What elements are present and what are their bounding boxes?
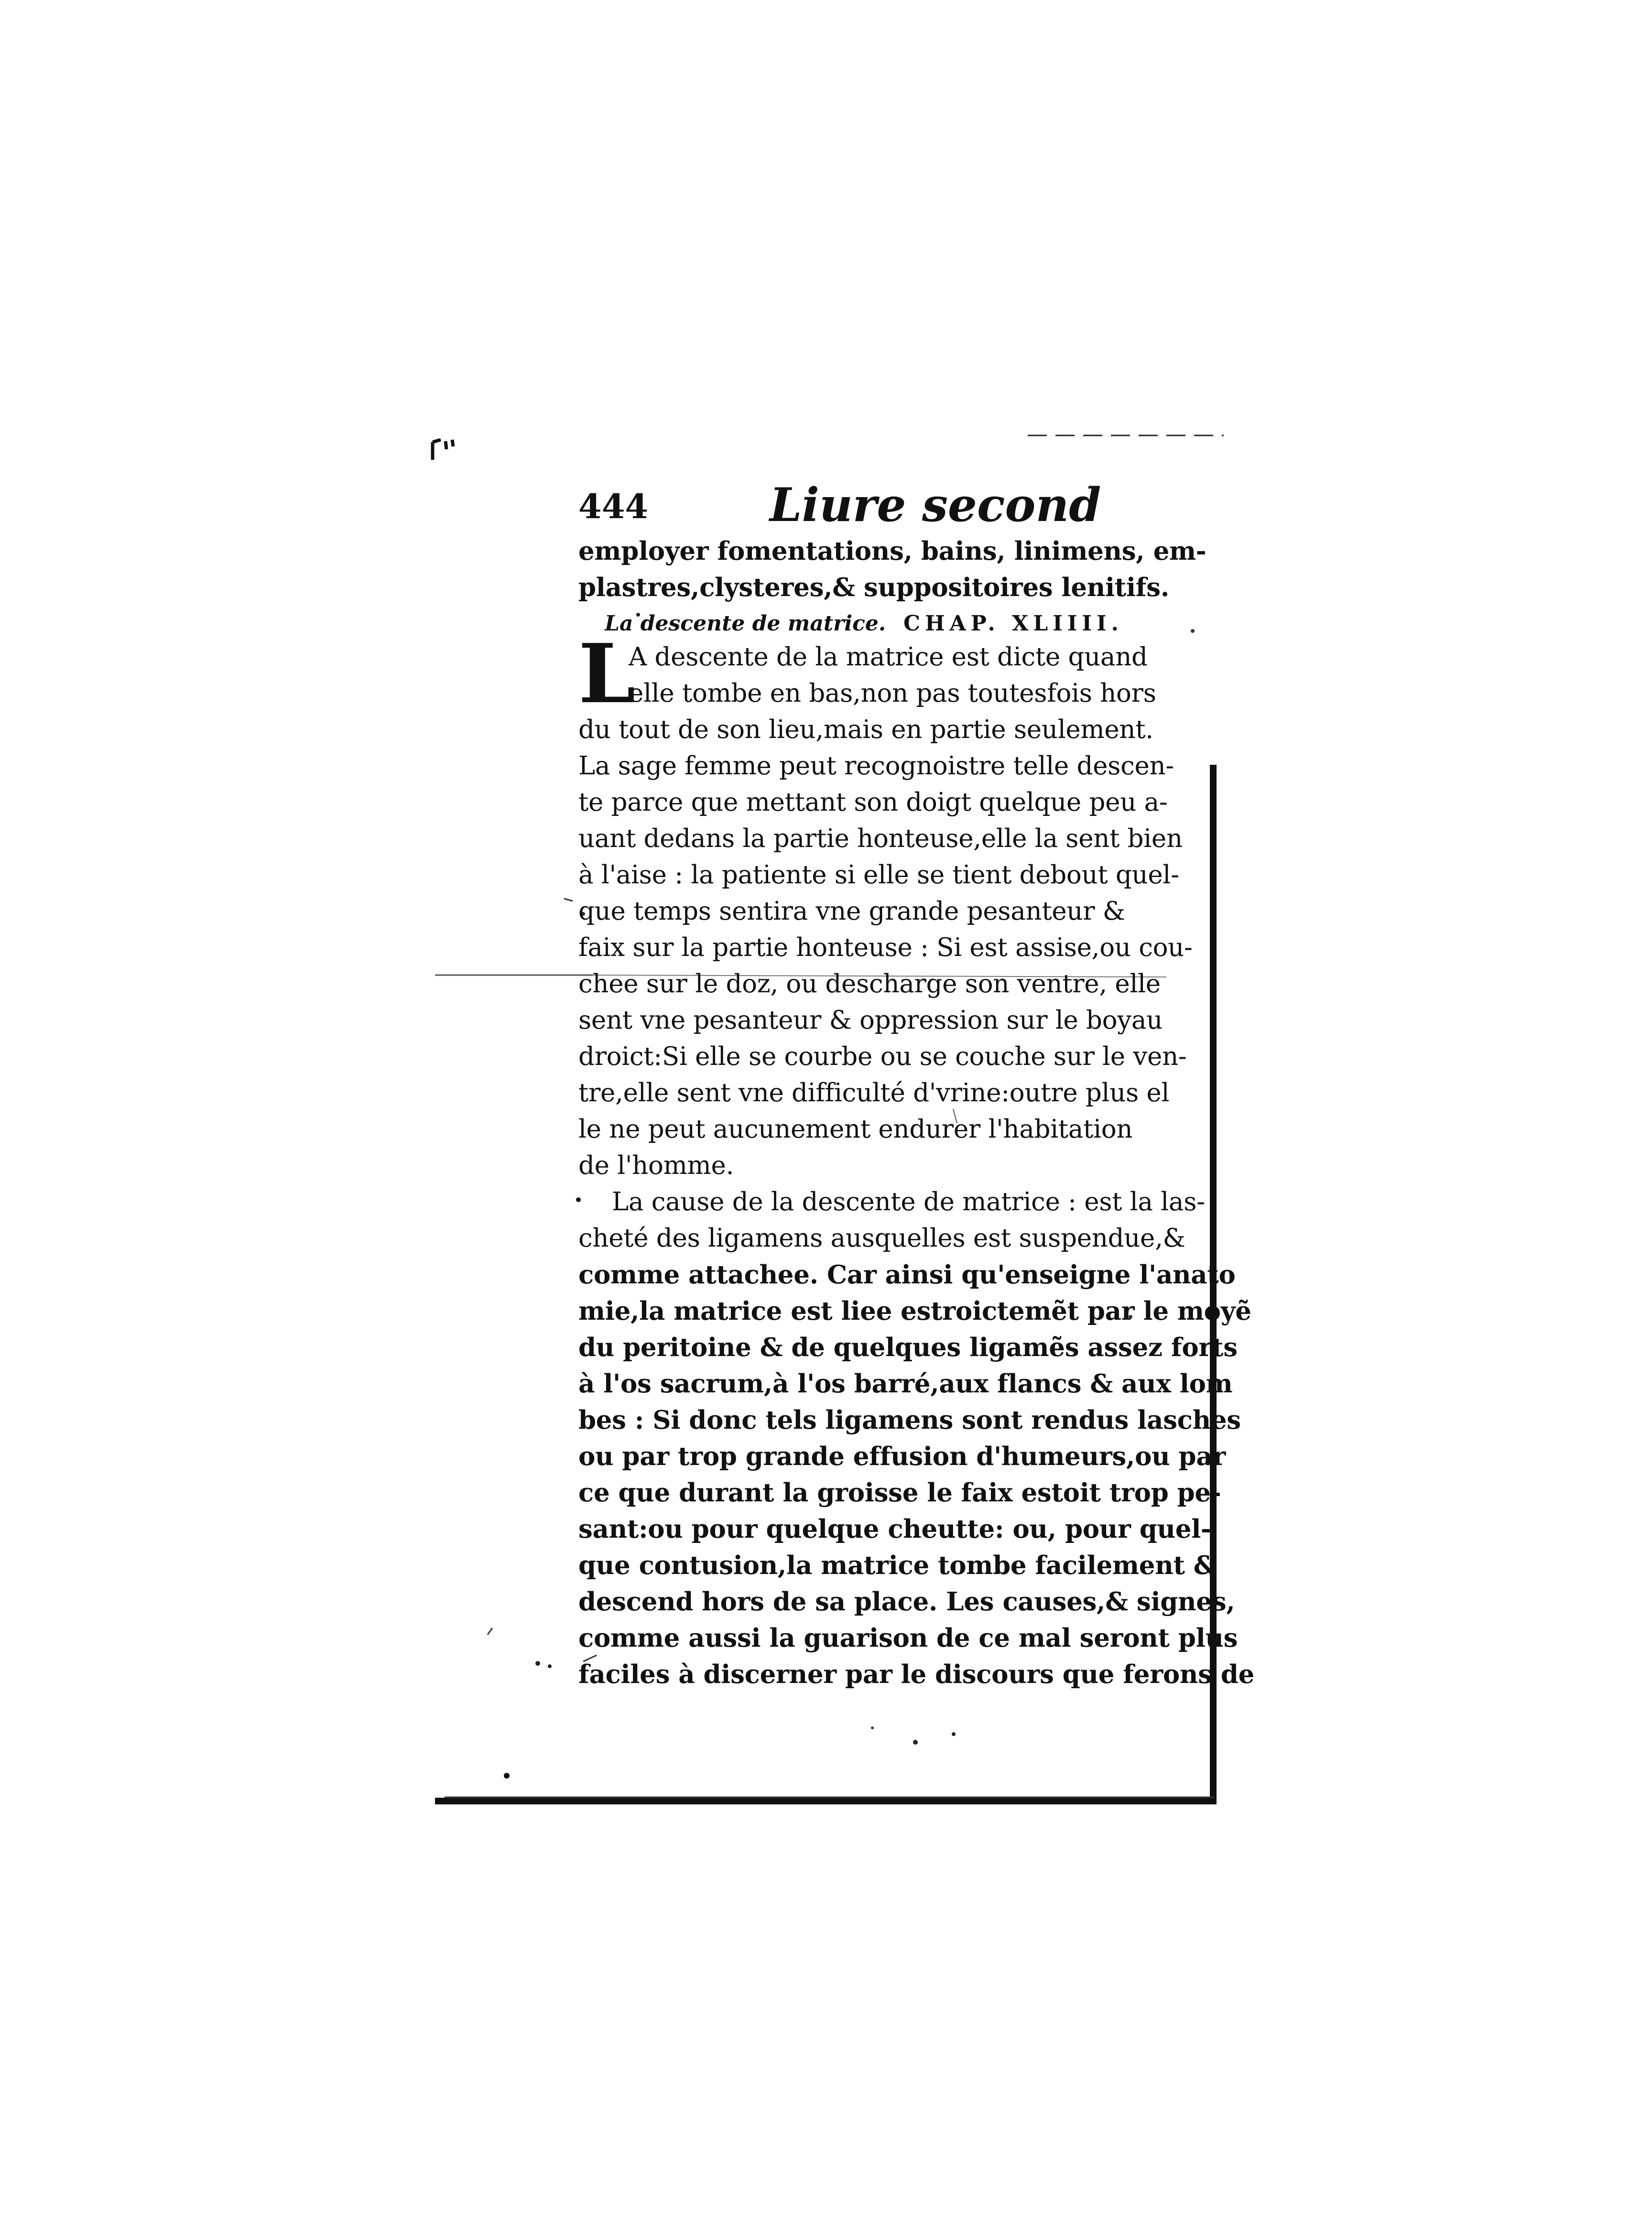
text-line: que contusion,la matrice tombe facilement & <box>578 1551 1217 1580</box>
page-number: 444 <box>578 487 649 526</box>
chapter-heading <box>578 608 1181 639</box>
speck <box>913 1740 918 1745</box>
text-line: à l'os sacrum,à l'os barré,aux flancs & aux lom <box>578 1369 1233 1399</box>
text-line: tre,elle sent vne difficulté d'vrine:outre plus el <box>578 1078 1170 1107</box>
text-line: sent vne pesanteur & oppression sur le boyau <box>578 1006 1163 1035</box>
speck <box>564 899 573 901</box>
running-head: Liure second <box>770 478 1101 532</box>
text-line: descend hors de sa place. Les causes,& signes, <box>578 1587 1235 1617</box>
drop-cap: L <box>578 626 636 722</box>
speck <box>548 1664 552 1668</box>
speck <box>952 1732 956 1736</box>
text-line: La sage femme peut recognoistre telle descen- <box>578 751 1174 781</box>
text-line: sant:ou pour quelque cheutte: ou, pour quel- <box>578 1514 1211 1544</box>
text-line: du peritoine & de quelques ligamẽs assez forts <box>578 1333 1238 1362</box>
text-line: à l'aise : la patiente si elle se tient debout quel- <box>578 860 1179 890</box>
text-line: comme attachee. Car ainsi qu'enseigne l'anato <box>578 1260 1236 1290</box>
text-line: La cause de la descente de matrice : est la las- <box>612 1187 1205 1216</box>
text-line: bes : Si donc tels ligamens sont rendus lasches <box>578 1405 1241 1435</box>
text-line: droict:Si elle se courbe ou se couche sur le ven- <box>578 1042 1187 1071</box>
text-line: le ne peut aucunement endurer l'habitation <box>578 1115 1133 1144</box>
text-line: te parce que mettant son doigt quelque peu a- <box>578 788 1168 817</box>
corner-mark <box>433 440 453 460</box>
text-line: uant dedans la partie honteuse,elle la sent bien <box>578 824 1183 853</box>
text-line: comme aussi la guarison de ce mal seront plus <box>578 1623 1238 1653</box>
text-line: chee sur le doz, ou descharge son ventre, elle <box>578 969 1161 999</box>
chapter-number: CHAP. XLIIII. <box>903 611 1123 636</box>
page-text-block <box>578 478 1254 1693</box>
text-line: ce que durant la groisse le faix estoit trop pe- <box>578 1478 1221 1508</box>
text-line: cheté des ligamens ausquelles est suspendue,& <box>578 1224 1185 1253</box>
speck <box>488 1628 492 1635</box>
text-line: A descente de la matrice est dicte quand <box>629 642 1148 672</box>
speck <box>871 1726 874 1729</box>
text-line: mie,la matrice est liee estroictemẽt par le moyẽ <box>578 1296 1251 1326</box>
text-line: de l'homme. <box>578 1151 734 1180</box>
text-line: que temps sentira vne grande pesanteur & <box>578 897 1125 926</box>
speck <box>535 1661 540 1666</box>
text-line: ou par trop grande effusion d'humeurs,ou par <box>578 1442 1226 1471</box>
paragraph-2 <box>578 1184 1254 1693</box>
paragraph-1 <box>578 712 1193 1184</box>
speck <box>1191 629 1195 633</box>
text-line: faciles à discerner par le discours que ferons de <box>578 1660 1254 1689</box>
chapter-title: La descente de matrice. <box>605 611 886 636</box>
opening-paragraph-drop <box>578 626 1181 722</box>
speck <box>504 1773 510 1779</box>
text-line: du tout de son lieu,mais en partie seulement. <box>578 715 1153 744</box>
text-line: faix sur la partie honteuse : Si est assise,ou cou- <box>578 933 1193 962</box>
page-header <box>578 478 1181 533</box>
text-line: employer fomentations, bains, linimens, em- <box>578 536 1206 566</box>
text-line: elle tombe en bas,non pas toutesfois hors <box>629 679 1156 708</box>
text-line: plastres,clysteres,& suppositoires lenitifs. <box>578 573 1170 602</box>
